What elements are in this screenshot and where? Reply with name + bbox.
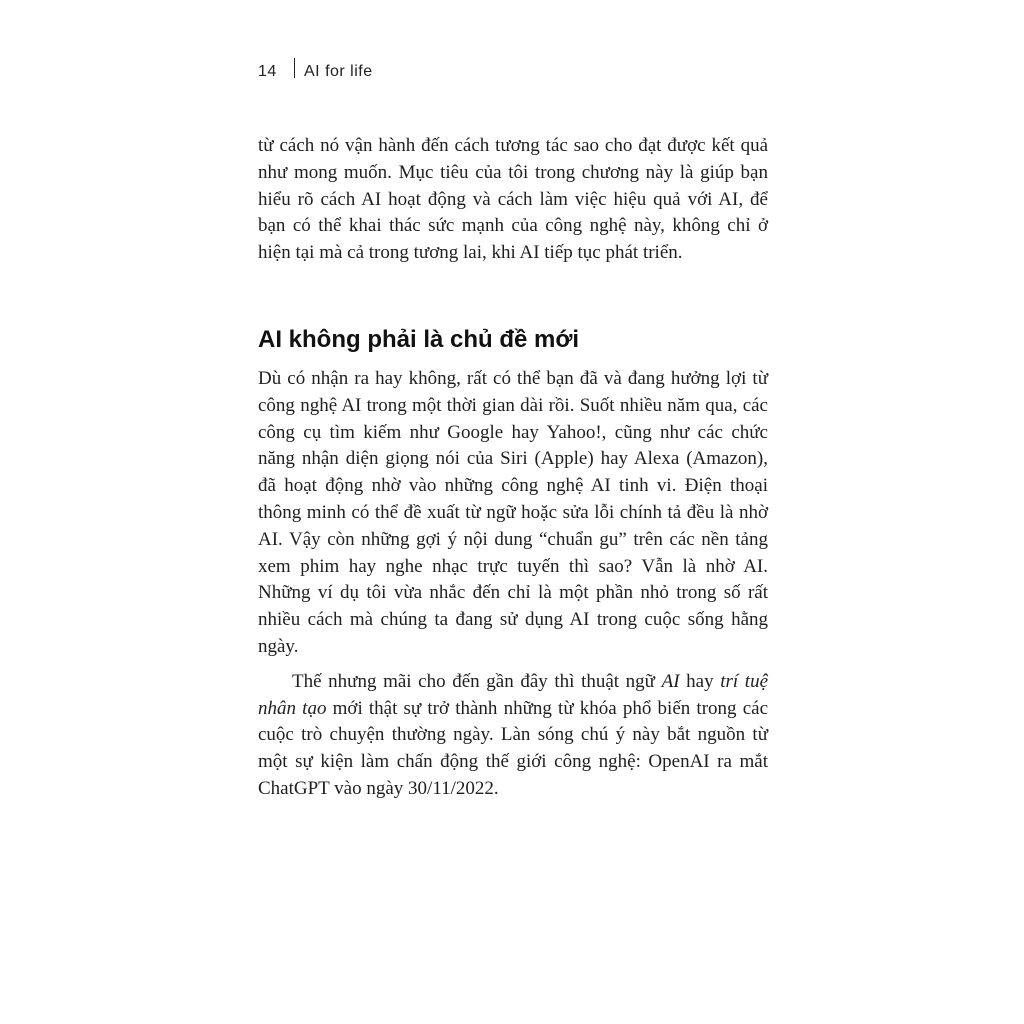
- paragraph-2-text-2: hay: [679, 670, 721, 692]
- italic-term-tri-tue-nhan-tao: trí tuệ nhân tạo: [258, 670, 769, 719]
- continued-text-block: [258, 133, 768, 267]
- paragraph-2-text-3: mới thật sự trở thành những từ khóa phổ biến trong các cuộc trò chuyện thường ngày. Làn sóng chú ý này bắt nguồn từ một sự kiện làm chấn động thế giới công nghệ: OpenAI ra mắt ChatGPT vào ngày 30/11/2022.: [258, 697, 769, 799]
- continued-paragraph: từ cách nó vận hành đến cách tương tác sao cho đạt được kết quả như mong muốn. Mục tiêu của tôi trong chương này là giúp bạn hiểu rõ cách AI hoạt động và cách làm việc hiệu quả với AI, để bạn có thể khai thác sức mạnh của công nghệ này, không chỉ ở hiện tại mà cả trong tương lai, khi AI tiếp tục phát triển.: [258, 135, 768, 264]
- running-head-title: AI for life: [304, 63, 373, 80]
- section-heading: AI không phải là chủ đề mới: [258, 326, 580, 353]
- running-head-divider: [294, 58, 295, 78]
- paragraph-2-text-1: Thế nhưng mãi cho đến gần đây thì thuật ngữ: [292, 670, 662, 692]
- book-page: [258, 0, 768, 1024]
- section-paragraph-2: [258, 669, 768, 803]
- section-paragraph-1: Dù có nhận ra hay không, rất có thể bạn đã và đang hưởng lợi từ công nghệ AI trong một thời gian dài rồi. Suốt nhiều năm qua, các công cụ tìm kiếm như Google hay Yahoo!, cũng như các chức năng nhận diện giọng nói của Siri (Apple) hay Alexa (Amazon), đã hoạt động nhờ vào những công nghệ AI tinh vi. Điện thoại thông minh có thể đề xuất từ ngữ hoặc sửa lỗi chính tả đều là nhờ AI. Vậy còn những gợi ý nội dung “chuẩn gu” trên các nền tảng xem phim hay nghe nhạc trực tuyến thì sao? Vẫn là nhờ AI. Những ví dụ tôi vừa nhắc đến chỉ là một phần nhỏ trong số rất nhiều cách mà chúng ta đang sử dụng AI trong cuộc sống hằng ngày.: [258, 368, 768, 657]
- section-body: [258, 366, 768, 803]
- running-head: [258, 62, 373, 82]
- page-number: 14: [258, 63, 277, 80]
- italic-term-ai: AI: [661, 670, 680, 692]
